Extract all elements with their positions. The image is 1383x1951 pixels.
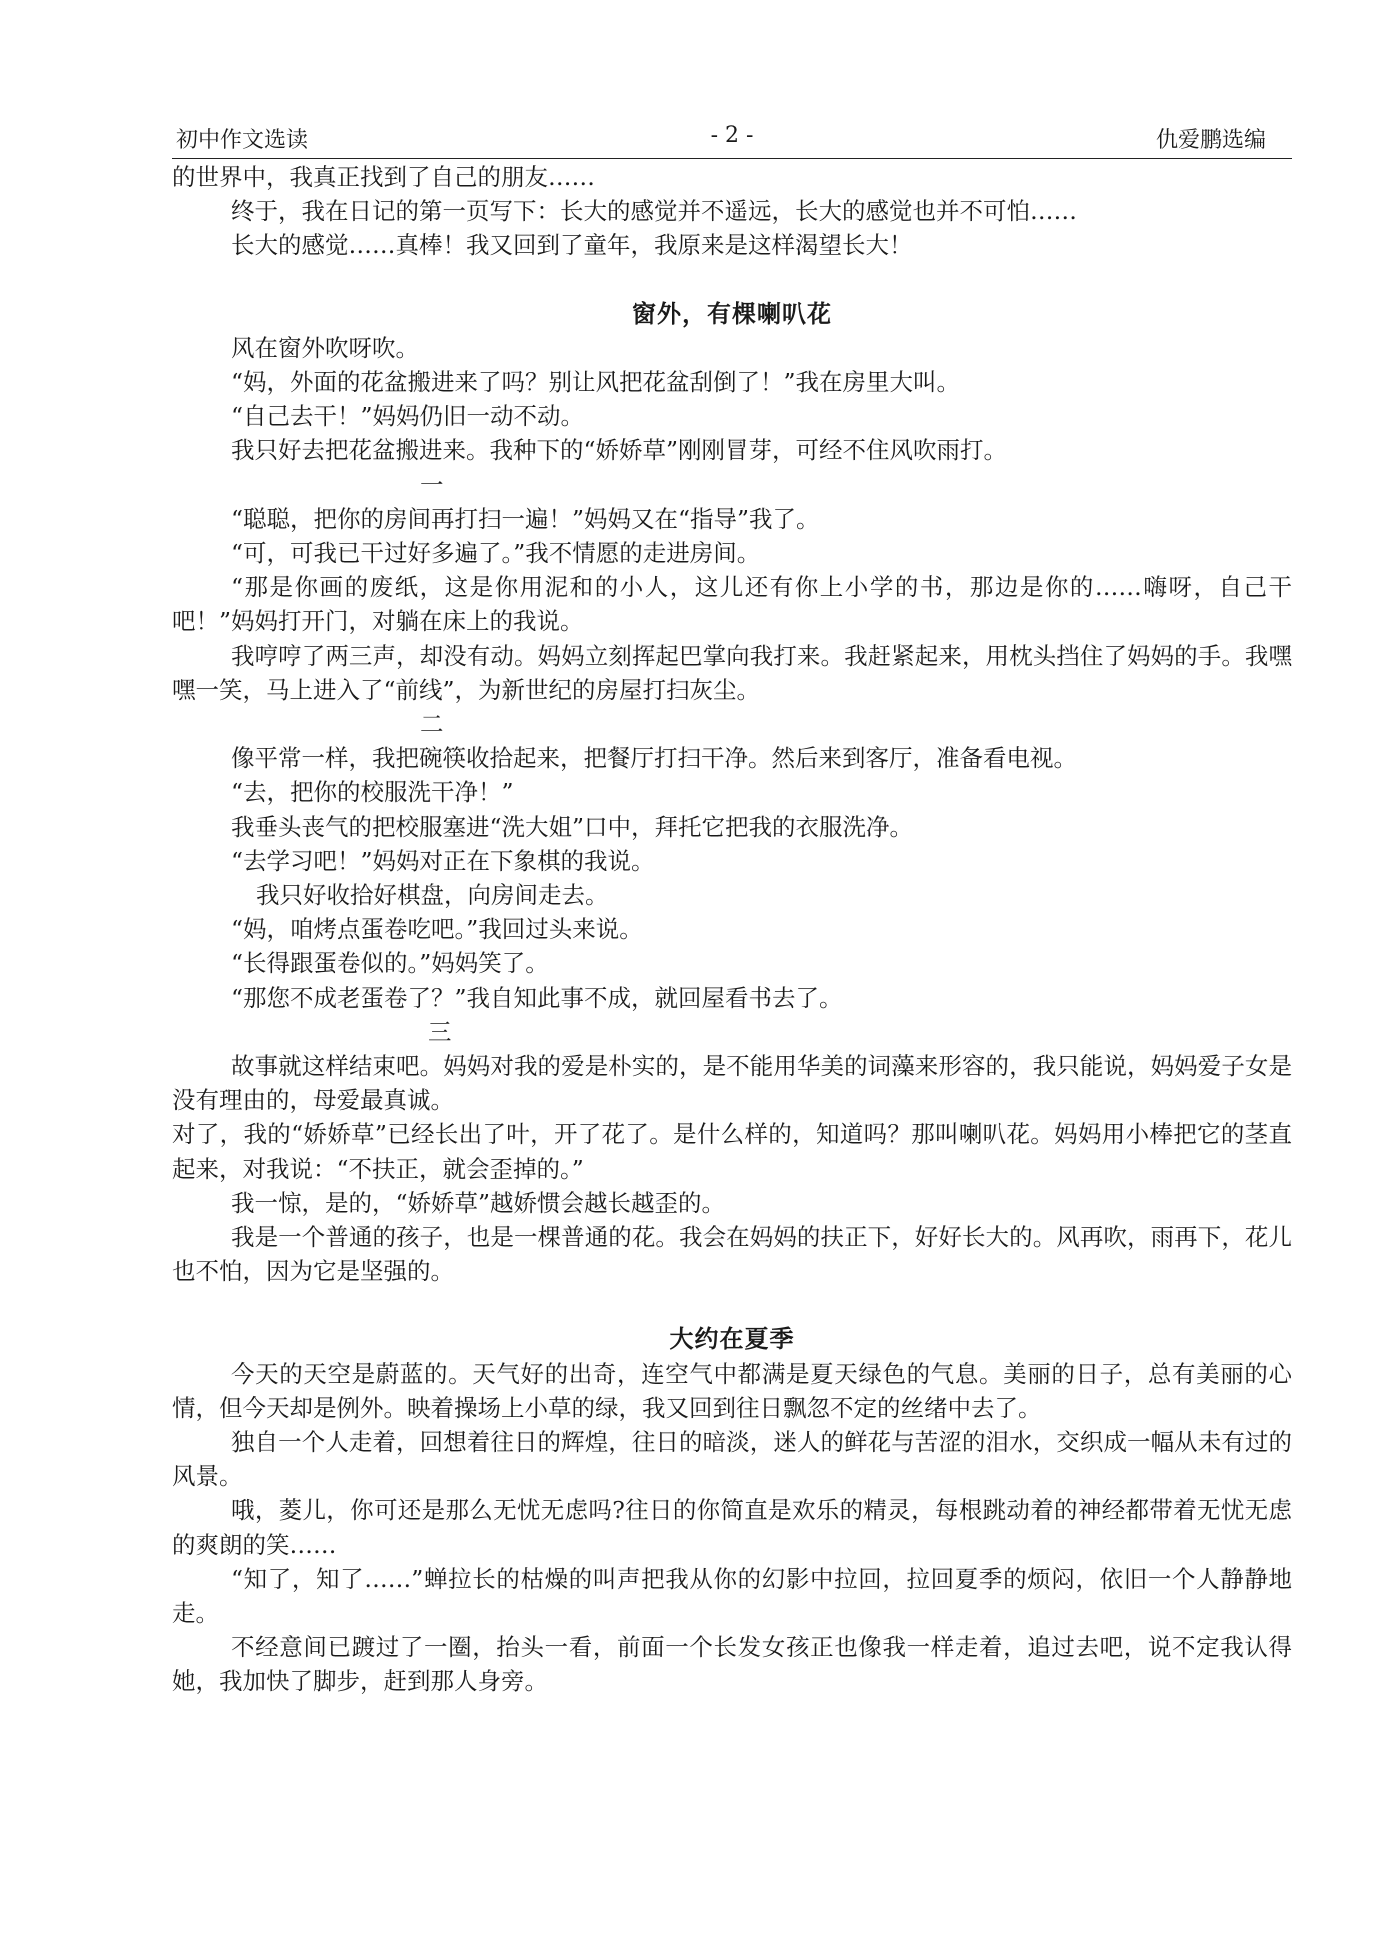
paragraph: “自己去干！”妈妈仍旧一动不动。 (231, 402, 585, 431)
paragraph: “妈，外面的花盆搬进来了吗？别让风把花盆刮倒了！”我在房里大叫。 (231, 368, 961, 397)
intro-line: 长大的感觉……真棒！我又回到了童年，我原来是这样渴望长大！ (231, 231, 913, 260)
essay2-title: 大约在夏季 (669, 1325, 795, 1354)
paragraph: “那是你画的废纸，这是你用泥和的小人，这儿还有你上小学的书，那边是你的……嗨呀，自己干吧！”妈妈打开门，对躺在床上的我说。 (172, 573, 1292, 636)
paragraph: 故事就这样结束吧。妈妈对我的爱是朴实的，是不能用华美的词藻来形容的，我只能说，妈妈爱子女是没有理由的，母爱最真诚。 (172, 1052, 1292, 1115)
header-book-title: 初中作文选读 (176, 128, 309, 153)
paragraph: “妈，咱烤点蛋卷吃吧。”我回过头来说。 (231, 915, 643, 944)
paragraph: “可，可我已干过好多遍了。”我不情愿的走进房间。 (231, 539, 761, 568)
paragraph: “去，把你的校服洗干净！” (231, 778, 514, 807)
paragraph: 我是一个普通的孩子，也是一棵普通的花。我会在妈妈的扶正下，好好长大的。风再吹，雨再下，花儿也不怕，因为它是坚强的。 (172, 1223, 1292, 1286)
paragraph: “那您不成老蛋卷了？”我自知此事不成，就回屋看书去了。 (231, 983, 843, 1012)
header-page-number: - 2 - (710, 123, 754, 148)
essay1-title: 窗外，有棵喇叭花 (632, 299, 832, 328)
paragraph: 我一惊，是的，“娇娇草”越娇惯会越长越歪的。 (231, 1188, 726, 1217)
intro-line: 的世界中，我真正找到了自己的朋友…… (172, 163, 595, 191)
paragraph: 我垂头丧气的把校服塞进“洗大姐”口中，拜托它把我的衣服洗净。 (231, 812, 914, 841)
section-marker: 二 (420, 710, 444, 739)
section-marker: 一 (420, 470, 444, 499)
spacer (172, 263, 1292, 297)
page-content (172, 160, 1292, 1699)
paragraph: 我哼哼了两三声，却没有动。妈妈立刻挥起巴掌向我打来。我赶紧起来，用枕头挡住了妈妈的手。我嘿嘿一笑，马上进入了“前线”，为新世纪的房屋打扫灰尘。 (172, 641, 1292, 704)
paragraph: 哦，菱儿，你可还是那么无忧无虑吗?往日的你简直是欢乐的精灵，每根跳动着的神经都带着无忧无虑的爽朗的笑…… (172, 1496, 1292, 1559)
page-header (172, 118, 1292, 159)
intro-line: 终于，我在日记的第一页写下：长大的感觉并不遥远，长大的感觉也并不可怕…… (231, 197, 1077, 226)
spacer (172, 1288, 1292, 1322)
paragraph: 我只好收拾好棋盘，向房间走去。 (256, 881, 609, 910)
section-marker: 三 (428, 1017, 452, 1046)
paragraph: 独自一个人走着，回想着往日的辉煌，往日的暗淡，迷人的鲜花与苦涩的泪水，交织成一幅从未有过的风景。 (172, 1428, 1292, 1491)
paragraph: 我只好去把花盆搬进来。我种下的“娇娇草”刚刚冒芽，可经不住风吹雨打。 (231, 436, 1008, 465)
paragraph: 不经意间已踱过了一圈，抬头一看，前面一个长发女孩正也像我一样走着，追过去吧，说不定我认得她，我加快了脚步，赶到那人身旁。 (172, 1633, 1292, 1696)
paragraph: 风在窗外吹呀吹。 (231, 333, 419, 362)
header-editor: 仇爱鹏选编 (1155, 128, 1266, 153)
paragraph: 对了，我的“娇娇草”已经长出了叶，开了花了。是什么样的，知道吗？那叫喇叭花。妈妈用小棒把它的茎直起来，对我说：“不扶正，就会歪掉的。” (172, 1120, 1292, 1183)
paragraph: 今天的天空是蔚蓝的。天气好的出奇，连空气中都满是夏天绿色的气息。美丽的日子，总有美丽的心情，但今天却是例外。映着操场上小草的绿，我又回到往日飘忽不定的丝绪中去了。 (172, 1359, 1292, 1422)
paragraph: “长得跟蛋卷似的。”妈妈笑了。 (231, 949, 549, 978)
paragraph: “聪聪，把你的房间再打扫一遍！”妈妈又在“指导”我了。 (231, 504, 820, 533)
paragraph: “去学习吧！”妈妈对正在下象棋的我说。 (231, 846, 655, 875)
paragraph: 像平常一样，我把碗筷收拾起来，把餐厅打扫干净。然后来到客厅，准备看电视。 (231, 744, 1077, 773)
paragraph: “知了，知了……”蝉拉长的枯燥的叫声把我从你的幻影中拉回，拉回夏季的烦闷，依旧一个人静静地走。 (172, 1564, 1292, 1628)
